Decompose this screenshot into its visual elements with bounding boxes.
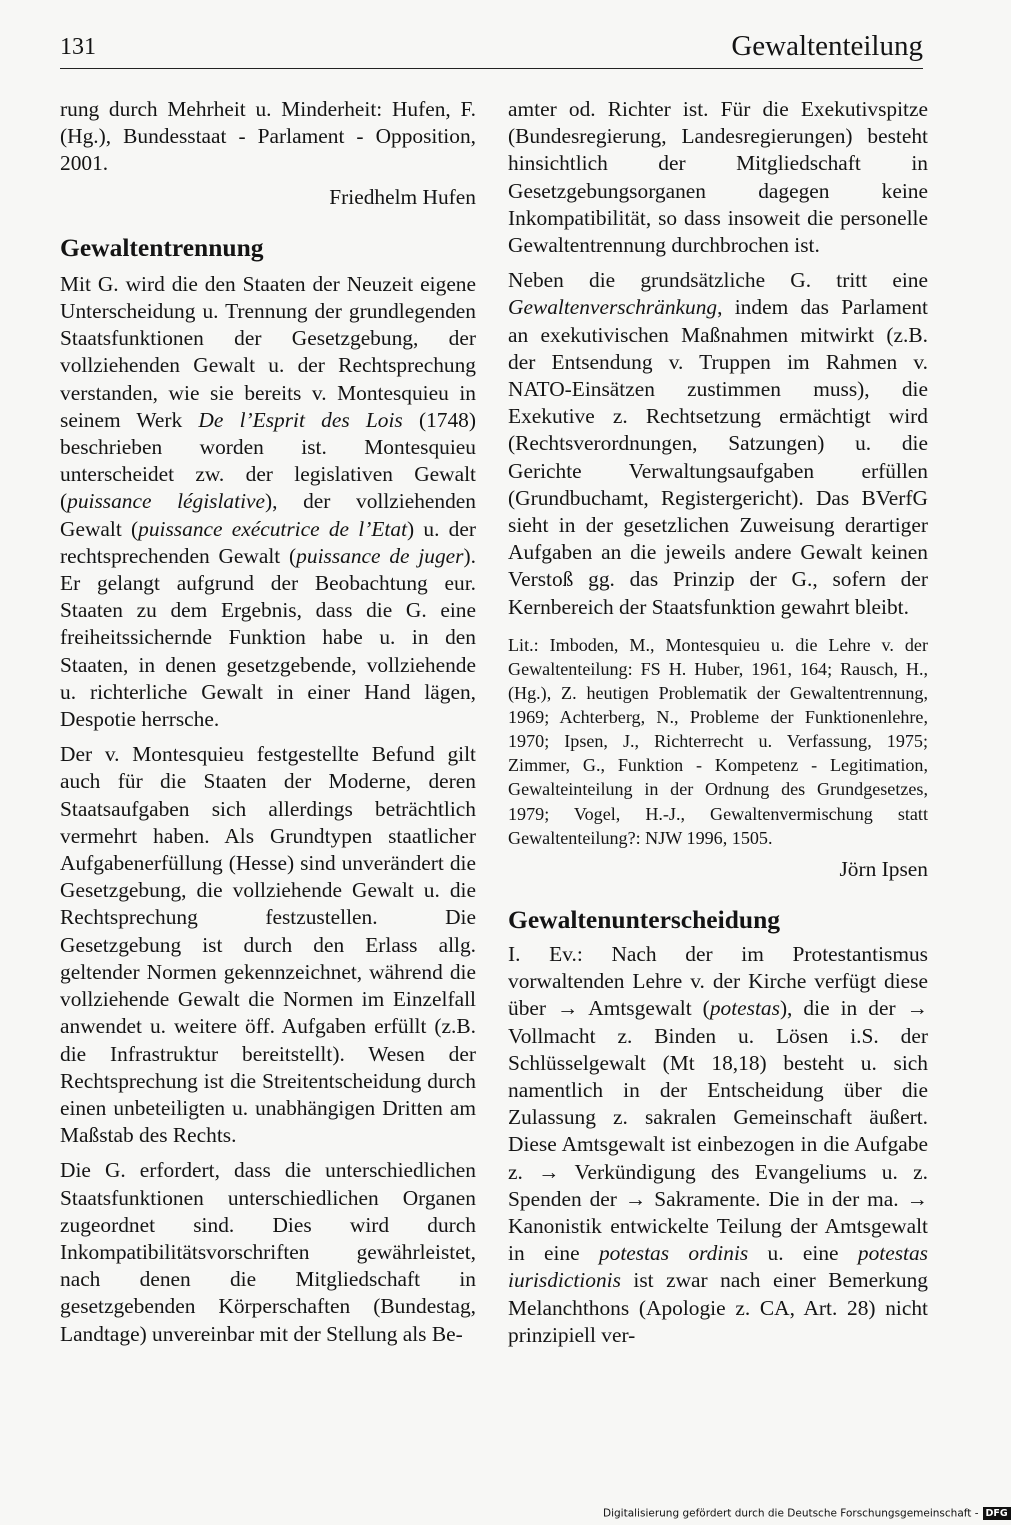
author-signature: Jörn Ipsen — [839, 856, 928, 881]
author-signature: Friedhelm Hufen — [329, 184, 476, 209]
paragraph: Die G. erfordert, dass die unterschiedlichen Staatsfunktionen unterschiedlichen Organen zugeordnet sind. Dies wird durch Inkompatibilitätsvorschriften gewährleistet, nach denen die Mitgliedschaft in gesetzgebenden Körperschaften (Bundestag, Landtage) unvereinbar mit der Stellung als Be- — [60, 1158, 476, 1346]
digitization-footer — [603, 1507, 1011, 1520]
paragraph: amter od. Richter ist. Für die Exekutivspitze (Bundesregierung, Landesregierungen) besteht hinsichtlich der Mitgliedschaft in Gesetzgebungsorganen dagegen keine Inkompatibilität, so dass insoweit die personelle Gewaltentrennung durchbrochen ist. — [508, 97, 928, 258]
paragraph: Neben die grundsätzliche G. tritt eine Gewaltenverschränkung, indem das Parlament an exekutivischen Maßnahmen mitwirkt (z.B. der Entsendung v. Truppen im Rahmen v. NATO-Einsätzen zustimmen muss), die Exekutive z. Rechtsetzung ermächtigt wird (Rechtsverordnungen, Satzungen) u. die Gerichte Verwaltungsaufgaben erfüllen (Grundbuchamt, Registergericht). Das BVerfG sieht in der gesetzlichen Zuweisung derartiger Aufgaben an die jeweils andere Gewalt keinen Verstoß gg. das Prinzip der G., sofern der Kernbereich der Staatsfunktion gewahrt bleibt. — [508, 268, 928, 619]
left-column — [60, 96, 476, 1348]
header-rule — [60, 68, 923, 69]
previous-entry-end: rung durch Mehrheit u. Minderheit: Hufen, F. (Hg.), Bundesstaat - Parlament - Opposition, 2001. — [60, 97, 476, 176]
running-title: Gewaltenteilung — [731, 30, 923, 62]
dfg-logo: DFG — [983, 1507, 1011, 1520]
paragraph: Der v. Montesquieu festgestellte Befund gilt auch für die Staaten der Moderne, deren Staatsaufgaben sich allerdings beträchtlich vermehrt haben. Als Grundtypen staatlicher Aufgabenerfüllung (Hesse) sind unverändert die Gesetzgebung, die vollziehende Gewalt u. die Rechtsprechung festzustellen. Die Gesetzgebung ist durch den Erlass allg. geltender Normen gekennzeichnet, während die vollziehende Gewalt die Normen im Einzelfall anwendet u. weitere öff. Aufgaben erfüllt (z.B. die Infrastruktur bereitstellt). Wesen der Rechtsprechung ist die Streitentscheidung durch einen unbeteiligten u. unabhängigen Dritten am Maßstab des Rechts. — [60, 742, 476, 1148]
paragraph: Mit G. wird die den Staaten der Neuzeit eigene Unterscheidung u. Trennung der grundlegenden Staatsfunktionen der Gesetzgebung, der vollziehenden Gewalt u. der Rechtsprechung verstanden, wie sie bereits v. Montesquieu in seinem Werk De l’Esprit des Lois (1748) beschrieben worden ist. Montesquieu unterscheidet zw. der legislativen Gewalt (puissance législative), der vollziehenden Gewalt (puissance exécutrice de l’Etat) u. der rechtsprechenden Gewalt (puissance de juger). Er gelangt aufgrund der Beobachtung eur. Staaten zu dem Ergebnis, dass die G. eine freiheitssichernde Funktion habe u. in den Staaten, in denen gesetzgebende, vollziehende u. richterliche Gewalt in einer Hand lägen, Despotie herrsche. — [60, 271, 476, 732]
footer-text: Digitalisierung gefördert durch die Deutsche Forschungsgemeinschaft - — [603, 1507, 979, 1520]
entry-heading: Gewaltentrennung — [60, 232, 264, 262]
entry-heading: Gewaltenunterscheidung — [508, 904, 781, 934]
paragraph: I. Ev.: Nach der im Protestantismus vorwaltenden Lehre v. der Kirche verfügt diese über → Amtsgewalt (potestas), die in der → Vollmacht z. Binden u. Lösen i.S. der Schlüsselgewalt (Mt 18,18) besteht u. sich namentlich in der Entscheidung über die Zulassung z. sakralen Gemeinschaft äußert. Diese Amtsgewalt ist einbezogen in die Aufgabe z. → Verkündigung des Evangeliums u. z. Spenden der → Sakramente. Die in der ma. → Kanonistik entwickelte Teilung der Amtsgewalt in eine potestas ordinis u. eine potestas iurisdictionis ist zwar nach einer Bemerkung Melanchthons (Apologie z. CA, Art. 28) nicht prinzipiell ver- — [508, 941, 929, 1347]
right-column — [508, 96, 928, 1349]
literature-list: Lit.: Imboden, M., Montesquieu u. die Lehre v. der Gewaltenteilung: FS H. Huber, 1961, 164; Rausch, H., (Hg.), Z. heutigen Problematik der Gewaltentrennung, 1969; Achterberg, N., Probleme der Funktionenlehre, 1970; Ipsen, J., Richterrecht u. Verfassung, 1975; Zimmer, G., Funktion - Kompetenz - Legitimation, Gewalteinteilung in der Ordnung des Grundgesetzes, 1979; Vogel, H.-J., Gewaltenvermischung statt Gewaltenteilung?: NJW 1996, 1505. — [508, 634, 928, 848]
page-number: 131 — [60, 34, 96, 60]
page-header — [60, 30, 923, 70]
